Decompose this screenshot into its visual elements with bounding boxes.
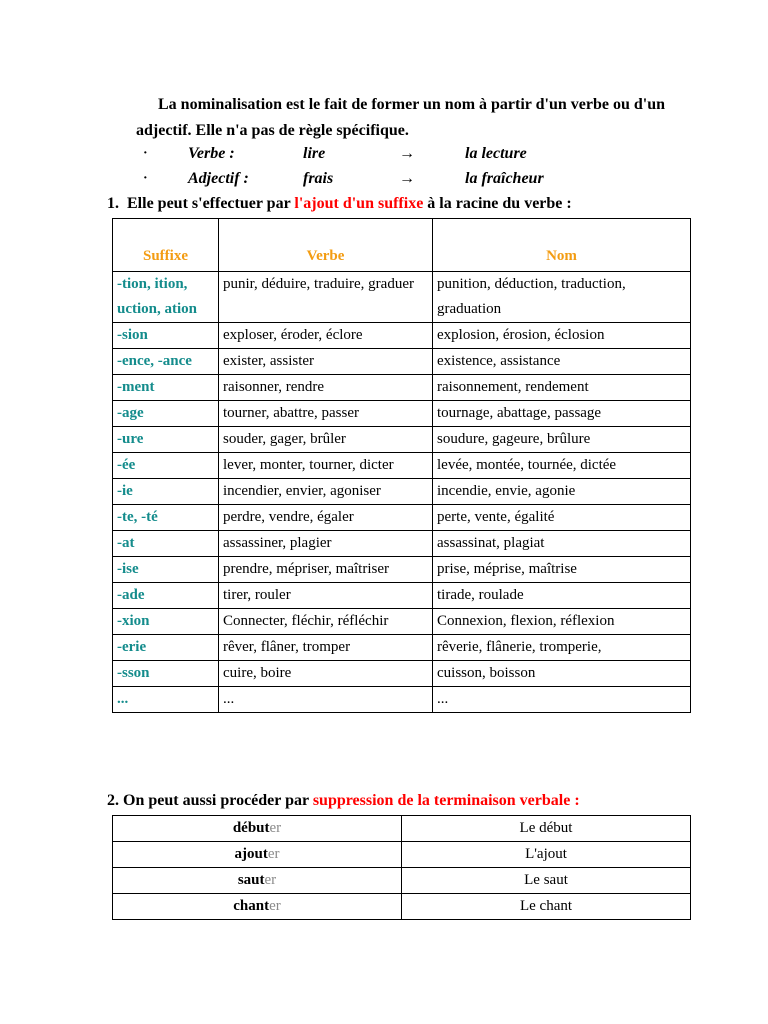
suffix-cell: -ie: [113, 479, 219, 505]
suffix-cell: -xion: [113, 609, 219, 635]
table-row: [113, 661, 691, 687]
example-word: lire: [303, 145, 326, 162]
table-row: [113, 583, 691, 609]
table-row: [113, 272, 691, 323]
verb-cell: tirer, rouler: [219, 583, 433, 609]
noun-cell: prise, méprise, maîtrise: [433, 557, 691, 583]
table-row: [113, 349, 691, 375]
verb-cell: assassiner, plagier: [219, 531, 433, 557]
verb-cell: Connecter, fléchir, réfléchir: [219, 609, 433, 635]
verb-cell: exploser, éroder, éclore: [219, 323, 433, 349]
verb-cell: perdre, vendre, égaler: [219, 505, 433, 531]
suffix-cell: -at: [113, 531, 219, 557]
suffix-cell: -ure: [113, 427, 219, 453]
table-row: [113, 401, 691, 427]
suffix-cell: -ment: [113, 375, 219, 401]
section-2-prefix: 2. On peut aussi procéder par: [107, 792, 313, 809]
example-adjective: [143, 167, 703, 191]
verb-cell: souder, gager, brûler: [219, 427, 433, 453]
suffix-table: [112, 218, 691, 713]
verb-cell: [113, 868, 402, 894]
table-row: [113, 868, 691, 894]
table-row: [113, 505, 691, 531]
suffix-cell: -ence, -ance: [113, 349, 219, 375]
right-arrow-icon: →: [399, 170, 415, 187]
truncation-table: [112, 815, 691, 920]
table-row: [113, 894, 691, 920]
suffix-cell: -ise: [113, 557, 219, 583]
example-kind: Adjectif :: [188, 170, 249, 187]
verb-ending: er: [269, 898, 281, 914]
example-verb: [143, 142, 703, 166]
verb-stem: ajout: [234, 846, 268, 862]
noun-cell: assassinat, plagiat: [433, 531, 691, 557]
noun-cell: raisonnement, rendement: [433, 375, 691, 401]
verb-stem: chant: [233, 898, 270, 914]
intro-paragraph: La nominalisation est le fait de former un nom à partir d'un verbe ou d'un adjectif. Elle n'a pas de règle spécifique.: [136, 96, 665, 139]
verb-stem: saut: [237, 872, 265, 888]
section-1-suffix: à la racine du verbe :: [423, 195, 572, 212]
table-row: [113, 427, 691, 453]
suffix-cell: -sson: [113, 661, 219, 687]
section-2-heading: [107, 790, 580, 812]
example-kind: Verbe :: [188, 145, 235, 162]
noun-cell: cuisson, boisson: [433, 661, 691, 687]
verb-cell: raisonner, rendre: [219, 375, 433, 401]
section-1-heading: [107, 193, 572, 215]
noun-cell: levée, montée, tournée, dictée: [433, 453, 691, 479]
suffix-cell: -erie: [113, 635, 219, 661]
suffix-cell: -sion: [113, 323, 219, 349]
table-row: [113, 635, 691, 661]
verb-stem: début: [232, 820, 270, 836]
verb-cell: lever, monter, tourner, dicter: [219, 453, 433, 479]
noun-cell: tournage, abattage, passage: [433, 401, 691, 427]
header-verbe: Verbe: [219, 219, 433, 272]
verb-cell: [113, 816, 402, 842]
header-suffixe: Suffixe: [113, 219, 219, 272]
bullet-icon: ·: [143, 146, 148, 161]
noun-cell: Le début: [402, 816, 691, 842]
verb-ending: er: [264, 872, 277, 888]
verb-cell: ...: [219, 687, 433, 713]
verb-cell: [113, 894, 402, 920]
header-nom: Nom: [433, 219, 691, 272]
suffix-table-body: [113, 272, 691, 713]
table-header-row: [113, 219, 691, 272]
verb-cell: cuire, boire: [219, 661, 433, 687]
suffix-cell: -ée: [113, 453, 219, 479]
suffix-cell: -ade: [113, 583, 219, 609]
table-row: [113, 609, 691, 635]
noun-cell: existence, assistance: [433, 349, 691, 375]
section-2-highlight: suppression de la terminaison verbale :: [312, 792, 580, 809]
suffix-cell: -tion, ition, uction, ation: [113, 272, 219, 323]
verb-cell: [113, 842, 402, 868]
verb-cell: tourner, abattre, passer: [219, 401, 433, 427]
table-row: [113, 479, 691, 505]
table-row: [113, 557, 691, 583]
noun-cell: Connexion, flexion, réflexion: [433, 609, 691, 635]
noun-cell: soudure, gageure, brûlure: [433, 427, 691, 453]
suffix-cell: -te, -té: [113, 505, 219, 531]
noun-cell: incendie, envie, agonie: [433, 479, 691, 505]
table-row: [113, 531, 691, 557]
noun-cell: rêverie, flânerie, tromperie,: [433, 635, 691, 661]
noun-cell: explosion, érosion, éclosion: [433, 323, 691, 349]
verb-cell: rêver, flâner, tromper: [219, 635, 433, 661]
suffix-cell: ...: [113, 687, 219, 713]
table-row: [113, 375, 691, 401]
table-row: [113, 453, 691, 479]
table-row: [113, 816, 691, 842]
verb-cell: punir, déduire, traduire, graduer: [219, 272, 433, 323]
noun-cell: Le saut: [402, 868, 691, 894]
noun-cell: ...: [433, 687, 691, 713]
verb-cell: incendier, envier, agoniser: [219, 479, 433, 505]
table-row: [113, 687, 691, 713]
truncation-table-body: [113, 816, 691, 920]
section-1-prefix: 1. Elle peut s'effectuer par: [107, 195, 295, 212]
example-result: la fraîcheur: [465, 170, 544, 187]
verb-cell: prendre, mépriser, maîtriser: [219, 557, 433, 583]
example-word: frais: [303, 170, 334, 187]
right-arrow-icon: →: [399, 145, 415, 162]
noun-cell: L'ajout: [402, 842, 691, 868]
table-row: [113, 842, 691, 868]
verb-cell: exister, assister: [219, 349, 433, 375]
noun-cell: perte, vente, égalité: [433, 505, 691, 531]
noun-cell: punition, déduction, traduction, graduation: [433, 272, 691, 323]
suffix-cell: -age: [113, 401, 219, 427]
section-1-highlight: l'ajout d'un suffixe: [294, 195, 424, 212]
table-row: [113, 323, 691, 349]
noun-cell: Le chant: [402, 894, 691, 920]
noun-cell: tirade, roulade: [433, 583, 691, 609]
example-result: la lecture: [465, 145, 527, 162]
verb-ending: er: [269, 820, 282, 836]
bullet-icon: ·: [143, 171, 148, 186]
verb-ending: er: [267, 846, 280, 862]
